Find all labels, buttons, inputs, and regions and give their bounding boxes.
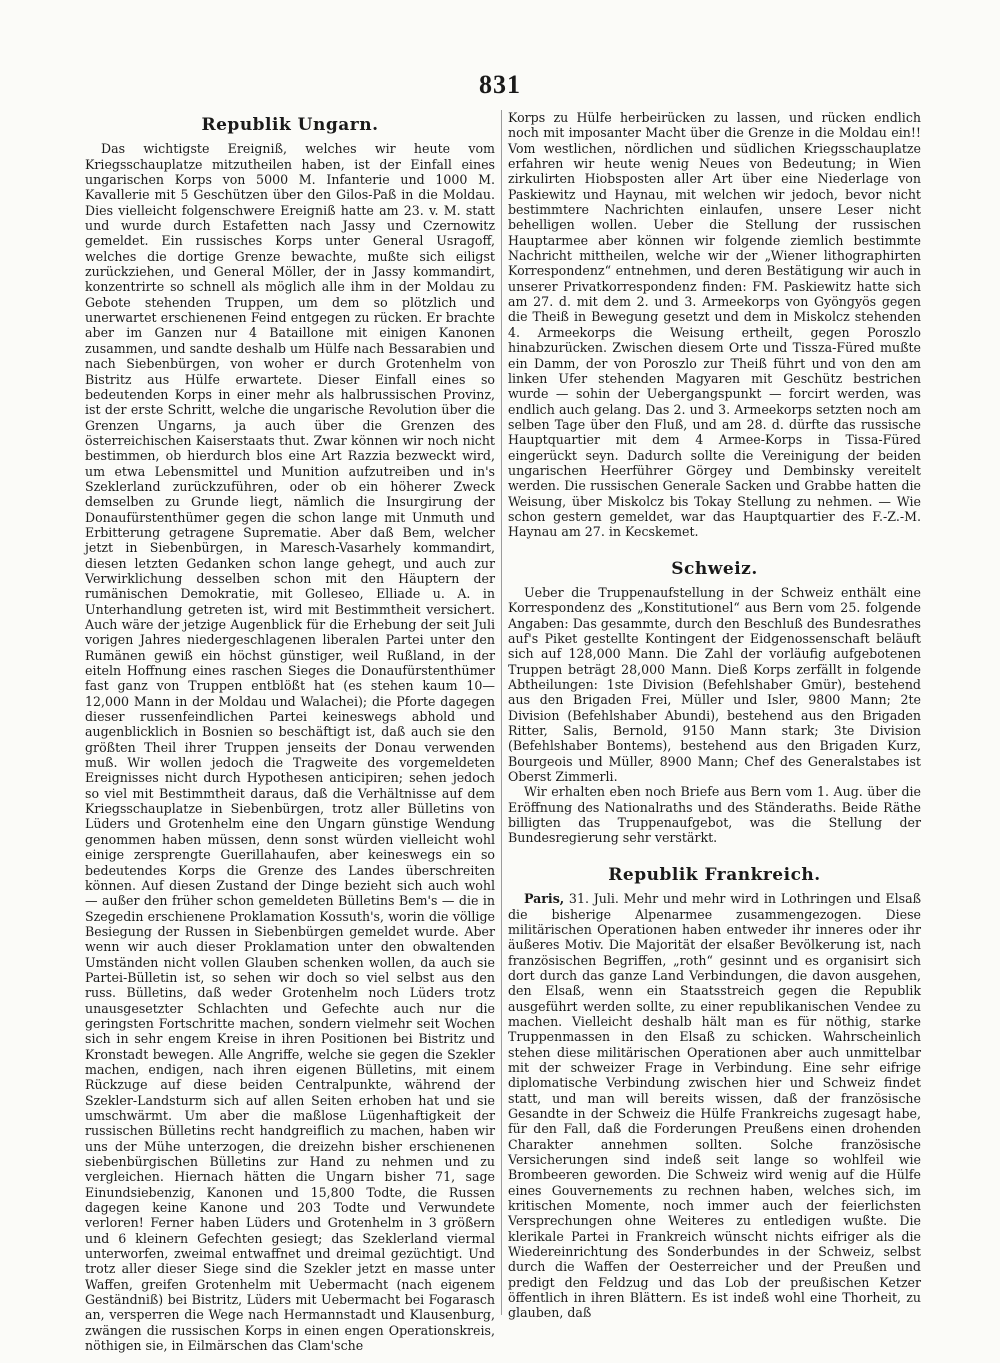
column-divider — [501, 110, 502, 1315]
article-frankreich-body — [508, 891, 921, 1321]
article-frankreich-text: 31. Juli. Mehr und mehr wird in Lothringen und Elsaß die bisherige Alpenarmee zusammengezogen. Diese militärischen Operationen haben entweder ihr inneres oder ihr äußeres Motiv. Die Majorität der elsaßer Bevölkerung ist, nach französischen Begriffen, „roth“ gesinnt und es organisirt sich dort durch das ganze Land Verbindungen, die davon ausgehen, den Elsaß, wenn ein Staatsstreich gegen die Republik ausgeführt werden sollte, zu einer republikanischen Vendee zu machen. Vielleicht deshalb hält man es für nöthig, starke Truppenmassen in den Elsaß zu schicken. Wahrscheinlich stehen diese militärischen Operationen aber auch unmittelbar mit der schweizer Frage in Verbindung. Eine sehr eifrige diplomatische Verbindung zwischen hier und Schweiz findet statt, und man will bereits wissen, daß der französische Gesandte in der Schweiz die Hülfe Frankreichs zugesagt habe, für den Fall, daß die Forderungen Preußens einen drohenden Charakter annehmen sollten. Solche französische Versicherungen sind indeß seit lange so wohlfeil wie Brombeeren geworden. Die Schweiz wird wenig auf die Hülfe eines Gouvernements zu rechnen haben, welches sich, im kritischen Momente, noch immer auch der feierlichsten Versprechungen ohne Weiteres zu entledigen wußte. Die klerikale Partei in Frankreich wünscht nichts eifriger als die Wiedereinrichtung des Sonderbundes in der Schweiz, selbst durch die Waffen der Oesterreicher und der Preußen und predigt den Feldzug und das Lob der preußischen Ketzer öffentlich in ihren Blättern. Es ist indeß wohl eine Thorheit, zu glauben, daß — [508, 891, 921, 1321]
left-column — [85, 110, 495, 1354]
page-number: 831 — [479, 70, 521, 99]
dateline-place: Paris, — [524, 891, 565, 907]
section-heading-ungarn: Republik Ungarn. — [201, 115, 379, 135]
right-column — [508, 110, 921, 1321]
section-heading-frankreich: Republik Frankreich. — [608, 864, 821, 885]
article-schweiz-paragraph-1: Ueber die Truppenaufstellung in der Schweiz enthält eine Korrespondenz des „Konstitutionel“ aus Bern vom 25. folgende Angaben: Das gesammte, durch den Beschluß des Bundesrathes auf's Piket gestellte Kontingent der Eidgenossenschaft beläuft sich auf 128,000 Mann. Die Zahl der vorläufig aufgebotenen Truppen beträgt 28,000 Mann. Dieß Korps zerfällt in folgende Abtheilungen: 1ste Division (Befehlshaber Gmür), bestehend aus den Brigaden Frei, Müller und Isler, 9800 Mann; 2te Division (Befehlshaber Abundi), bestehend aus den Brigaden Ritter, Salis, Bernold, 9150 Mann stark; 3te Division (Befehlshaber Bontems), bestehend aus den Brigaden Kurz, Bourgeois und Müller, 8900 Mann; Chef des Generalstabes ist Oberst Zimmerli. — [508, 584, 921, 785]
section-heading-schweiz: Schweiz. — [671, 558, 758, 579]
article-ungarn-body: Das wichtigste Ereigniß, welches wir heute vom Kriegsschauplatze mitzutheilen haben, ist der Einfall eines ungarischen Korps von 5000 M. Infanterie und 1000 M. Kavallerie mit 5 Geschützen über den Gilos-Paß in die Moldau. Dies vielleicht folgenschwere Ereigniß hatte am 23. v. M. statt und wurde durch Estafetten nach Jassy und Czernowitz gemeldet. Ein russisches Korps unter General Usragoff, welches die dortige Grenze bewachte, mußte sich eiligst zurückziehen, und General Möller, der in Jassy kommandirt, konzentrirte so schnell als möglich alle ihm in der Moldau zu Gebote stehenden Truppen, um dem so plötzlich und unerwartet erschienenen Feind entgegen zu rücken. Er brachte aber im Ganzen nur 4 Bataillone mit einigen Kanonen zusammen, und sandte deshalb um Hülfe nach Bessarabien und nach Siebenbürgen, von woher er durch Grotenhelm von Bistritz aus Hülfe erwartete. Dieser Einfall eines so bedeutenden Korps in einer mehr als halbrussischen Provinz, ist der erste Schritt, welche die ungarische Revolution über die Grenzen Ungarns, ja auch über die Grenzen des österreichischen Kaiserstaats thut. Zwar können wir noch nicht bestimmen, ob hierdurch blos eine Art Razzia bezweckt wird, um etwa Lebensmittel und Munition aufzutreiben und in's Szeklerland zurückzuführen, oder ob ein höherer Zweck demselben zu Grunde liegt, nämlich die Insurgirung der Donaufürstenthümer gegen die schon lange mit Unmuth und Erbitterung getragene Suprematie. Aber daß Bem, welcher jetzt in Siebenbürgen, in Maresch-Vasarhely kommandirt, diesen letzten Gedanken schon lange gehegt, und auch zur Verwirklichung desselben schon mit den Häuptern der rumänischen Demokratie, mit Golleseo, Elliade u. A. in Unterhandlung getreten ist, wird mit Bestimmtheit versichert. Auch wäre der jetzige Augenblick für die Erhebung der seit Juli vorigen Jahres niedergeschlagenen liberalen Partei unter den Rumänen gewiß ein höchst günstiger, weil Rußland, in der eiteln Hoffnung eines raschen Sieges die Donaufürstenthümer fast ganz von Truppen entblößt hat (es stehen kaum 10—12,000 Mann in der Moldau und Walachei); die Pforte dagegen dieser russenfeindlichen Partei keineswegs abhold und augenblicklich in Bosnien so beschäftigt ist, daß auch sie den größten Theil ihrer Truppen jenseits der Donau verwenden muß. Wir wollen jedoch die Tragweite des vorgemeldeten Ereignisses nicht durch Hypothesen anticipiren; sehen jedoch so viel mit Bestimmtheit daraus, daß die Verhältnisse auf dem Kriegsschauplatze in Siebenbürgen, trotz aller Bülletins von Lüders und Grotenhelm eine den Ungarn günstige Wendung genommen haben müssen, denn sonst würden vielleicht wohl einige zersprengte Guerillahaufen, aber keineswegs ein so bedeutendes Korps die Grenze des Landes überschreiten können. Auf diesen Zustand der Dinge bezieht sich auch wohl — außer den früher schon gemeldeten Bülletins Bem's — die in Szegedin erschienene Proklamation Kossuth's, worin die völlige Besiegung der Russen in Siebenbürgen gemeldet wurde. Aber wenn wir auch dieser Proklamation unter den obwaltenden Umständen nicht vollen Glauben schenken wollen, da auch sie Partei-Bülletin ist, so sehen wir doch so viel selbst aus den russ. Bülletins, daß weder Grotenhelm noch Lüders trotz unausgesetzter Schlachten und Gefechte auch nur die geringsten Fortschritte machen, sondern vielmehr seit Wochen sich in sehr engem Kreise in ihren Positionen bei Bistritz und Kronstadt bewegen. Alle Angriffe, welche sie gegen die Szekler machen, endigen, nach ihren eigenen Bülletins, mit einem Rückzuge auf diese beiden Centralpunkte, während der Szekler-Landsturm sich auf allen Seiten erhoben hat und sie umschwärmt. Um aber die maßlose Lügenhaftigkeit der russischen Bülletins recht handgreiflich zu machen, haben wir uns der Mühe unterzogen, die dreizehn bisher erschienenen siebenbürgischen Bülletins zur Hand zu nehmen und zu vergleichen. Hiernach hätten die Ungarn bisher 71, sage Einundsiebenzig, Kanonen und 15,800 Todte, die Russen dagegen keine Kanone und 203 Todte und Verwundete verloren! Ferner haben Lüders und Grotenhelm in 3 größern und 6 kleinern Gefechten gesiegt; das Szeklerland viermal unterworfen, zweimal entwaffnet und dreimal gezüchtigt. Und trotz aller dieser Siege sind die Szekler jetzt en masse unter Waffen, greifen Grotenhelm mit Uebermacht (nach eigenem Geständniß) bei Bistritz, Lüders mit Uebermacht bei Fogarasch an, versperren die Wege nach Hermannstadt und Klausenburg, zwängen die russischen Korps in einen engen Operationskreis, nöthigen sie, in Eilmärschen das Clam'sche — [85, 141, 495, 1354]
article-schweiz-paragraph-2: Wir erhalten eben noch Briefe aus Bern vom 1. Aug. über die Eröffnung des Nationalraths und des Ständeraths. Beide Räthe billigten das Truppenaufgebot, was die Stellung der Bundesregierung sehr verstärkt. — [508, 784, 921, 846]
article-ungarn-continued: Korps zu Hülfe herbeirücken zu lassen, und rücken endlich noch mit imposanter Macht über die Grenze in die Moldau ein!! Vom westlichen, nördlichen und südlichen Kriegsschauplatze erfahren wir heute wenig Neues von Bedeutung; in Wien zirkulirten Hiobsposten aller Art über eine Niederlage von Paskiewitz und Haynau, mit welchen wir jedoch, bevor nicht bestimmtere Nachrichten einlaufen, unsere Leser nicht behelligen wollen. Ueber die Stellung der russischen Hauptarmee aber können wir folgende ziemlich bestimmte Nachricht mittheilen, welche wir der „Wiener lithographirten Korrespondenz“ entnehmen, und deren Bestätigung wir auch in unserer Privatkorrespondenz finden: FM. Paskiewitz hatte sich am 27. d. mit dem 2. und 3. Armeekorps von Gyöngyös gegen die Theiß in Bewegung gesetzt und dem in Miskolcz stehenden 4. Armeekorps die Weisung ertheilt, gegen Poroszlo hinabzurücken. Zwischen diesem Orte und Tissza-Füred mußte ein Damm, der von Poroszlo zur Theiß führt und von den am linken Ufer stehenden Magyaren mit Geschütz bestrichen wurde — sohin der Uebergangspunkt — forcirt werden, was endlich auch gelang. Das 2. und 3. Armeekorps setzten noch am selben Tage über den Fluß, und am 28. d. dürfte das russische Hauptquartier mit dem 4 Armee-Korps in Tissa-Füred eingerückt seyn. Dadurch sollte die Vereinigung der beiden ungarischen Heerführer Görgey und Dembinsky vereitelt werden. Die russischen Generale Sacken und Grabbe hatten die Weisung, über Miskolcz bis Tokay Stellung zu nehmen. — Wie schon gestern gemeldet, war das Hauptquartier des F.-Z.-M. Haynau am 27. in Kecskemet. — [508, 110, 921, 540]
